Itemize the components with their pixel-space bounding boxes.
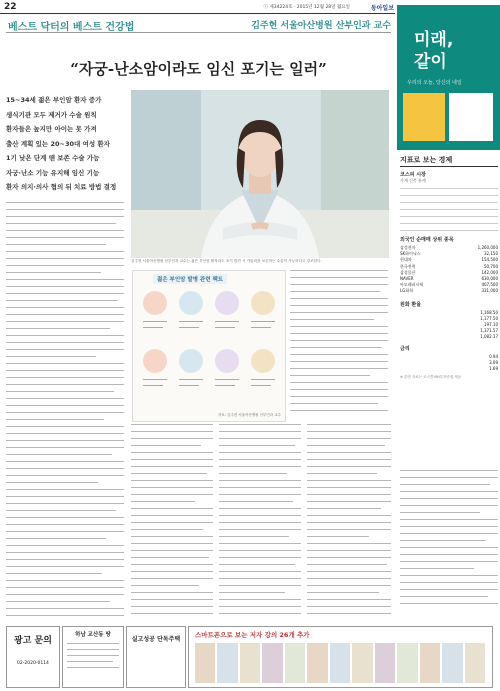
fund-title: 원화 환율 <box>400 301 422 308</box>
stock-row: 현대차 154,500 <box>400 257 498 263</box>
infographic-tile <box>139 347 171 399</box>
ad-contact-phone: 02-2020-0114 <box>17 661 49 666</box>
indices-title: 지표로 보는 경제 <box>400 155 498 167</box>
sidebar-indices <box>400 155 498 435</box>
infographic-tile <box>175 289 207 341</box>
infographic-tile <box>211 289 243 341</box>
ad-lectures[interactable] <box>188 626 493 688</box>
stock-row: 한국전력 50,700 <box>400 263 498 269</box>
ad-house-title: 실고성공 단독주택 <box>131 636 181 643</box>
rate-row: 1,177.50 <box>480 315 498 321</box>
article-body-col2 <box>290 270 390 420</box>
page-number: 22 <box>4 2 17 12</box>
photo-caption: 김주현 서울아산병원 산부인과 교수는 젊은 부인암 환자라도 조기 발견 시 가임력을 보존하는 수술이 가능하다고 강조한다. <box>131 259 322 263</box>
rate-row: 1,082.17 <box>480 334 498 340</box>
stock-row: 삼성물산 142,000 <box>400 269 498 275</box>
fx-title: 외국인 순매매 상위 종목 <box>400 237 454 243</box>
ad-land-title: 하남 교산동 땅 <box>75 632 111 638</box>
infographic-source: 자료: 김주현 서울아산병원 산부인과 교수 <box>217 413 281 417</box>
market-subtitle: 가계 신축 통계 <box>400 178 426 183</box>
ad-headline: 미래, 같이 <box>414 30 454 72</box>
stock-row: SK하이닉스 32,150 <box>400 251 498 257</box>
infographic-tile <box>139 289 171 341</box>
infographic-tile <box>247 289 279 341</box>
infographic-title: 젊은 부인암 발병 관련 팩트 <box>153 274 227 284</box>
rate-row: 197.10 <box>484 322 498 328</box>
ad-lectures-thumbs <box>195 643 485 683</box>
rate-row: 1,168.50 <box>480 309 498 315</box>
article-body-col1 <box>6 202 126 622</box>
ad-contact-title: 광고 문의 <box>14 636 52 646</box>
stock-row: NAVER 630,000 <box>400 276 498 282</box>
lead-line: 1기 낮은 단계 땐 보존 수술 가능 <box>6 154 100 162</box>
section-author: 김주현 서울아산병원 산부인과 교수 <box>251 21 391 31</box>
lead-line: 생식기관 모두 제거가 수술 원칙 <box>6 110 97 119</box>
ad-slogan: 우리의 오늘, 당신의 내일 <box>407 80 462 86</box>
sidebar-note: ※ 본면 자료는 코스콤·NH투자증권 제공 <box>400 375 462 380</box>
ad-card <box>403 93 445 141</box>
lead-line: 자궁·난소 기능 유지해 임신 기능 <box>6 168 100 177</box>
section-bar <box>6 18 391 33</box>
headline: “자궁-난소암이라도 임신 포기는 일러” <box>70 60 327 78</box>
ad-house[interactable] <box>126 626 186 688</box>
stock-row: LG화학 331,000 <box>400 288 498 294</box>
publication-name: 동아일보 <box>370 5 394 12</box>
stock-row: 삼성전자 1,260,000 <box>400 245 498 250</box>
rate-row: 1,371.57 <box>480 328 498 334</box>
lead-line: 환자 의지·의사 협의 뒤 치료 방법 결정 <box>6 183 117 191</box>
lead-line: 환자들은 높지만 아이는 못 가져 <box>6 125 97 133</box>
ad-lectures-title: 스마트폰으로 보는 저자 강의 26개 추가 <box>195 631 310 639</box>
ad-land[interactable] <box>62 626 124 688</box>
ad-card <box>449 93 493 141</box>
infographic <box>132 270 286 422</box>
rate-row: 0.94 <box>489 353 498 359</box>
rate-row: 3.09 <box>489 359 498 365</box>
section-title: 베스트 닥터의 베스트 건강법 <box>8 22 135 33</box>
stock-row: 아모레퍼시픽 407,500 <box>400 282 498 288</box>
fx-table <box>400 245 498 295</box>
lead-line: 15∼34세 젊은 부인암 환자 증가 <box>6 96 102 104</box>
rate-table <box>400 354 498 373</box>
lead-summary <box>6 93 126 195</box>
infographic-tile <box>211 347 243 399</box>
ad-contact[interactable] <box>6 626 60 688</box>
issue-meta: ⓒ 제34224호 · 2015년 12월 28일 월요일 <box>263 5 350 10</box>
sidebar-ad[interactable] <box>397 5 500 150</box>
market-table <box>400 186 498 236</box>
commodity-title: 금리 <box>400 345 410 352</box>
rate-row: 1.69 <box>489 366 498 372</box>
infographic-tile <box>175 347 207 399</box>
market-title: 코스피 시장 <box>400 172 426 178</box>
header-rule <box>0 13 395 14</box>
infographic-tile <box>247 347 279 399</box>
lead-line: 출산 계획 있는 20∼30대 여성 환자 <box>6 139 110 148</box>
article-body-lower <box>131 424 391 624</box>
rate-table <box>400 310 498 341</box>
sidebar-article <box>400 470 498 615</box>
doctor-photo-image <box>131 90 389 258</box>
doctor-photo <box>131 90 389 258</box>
